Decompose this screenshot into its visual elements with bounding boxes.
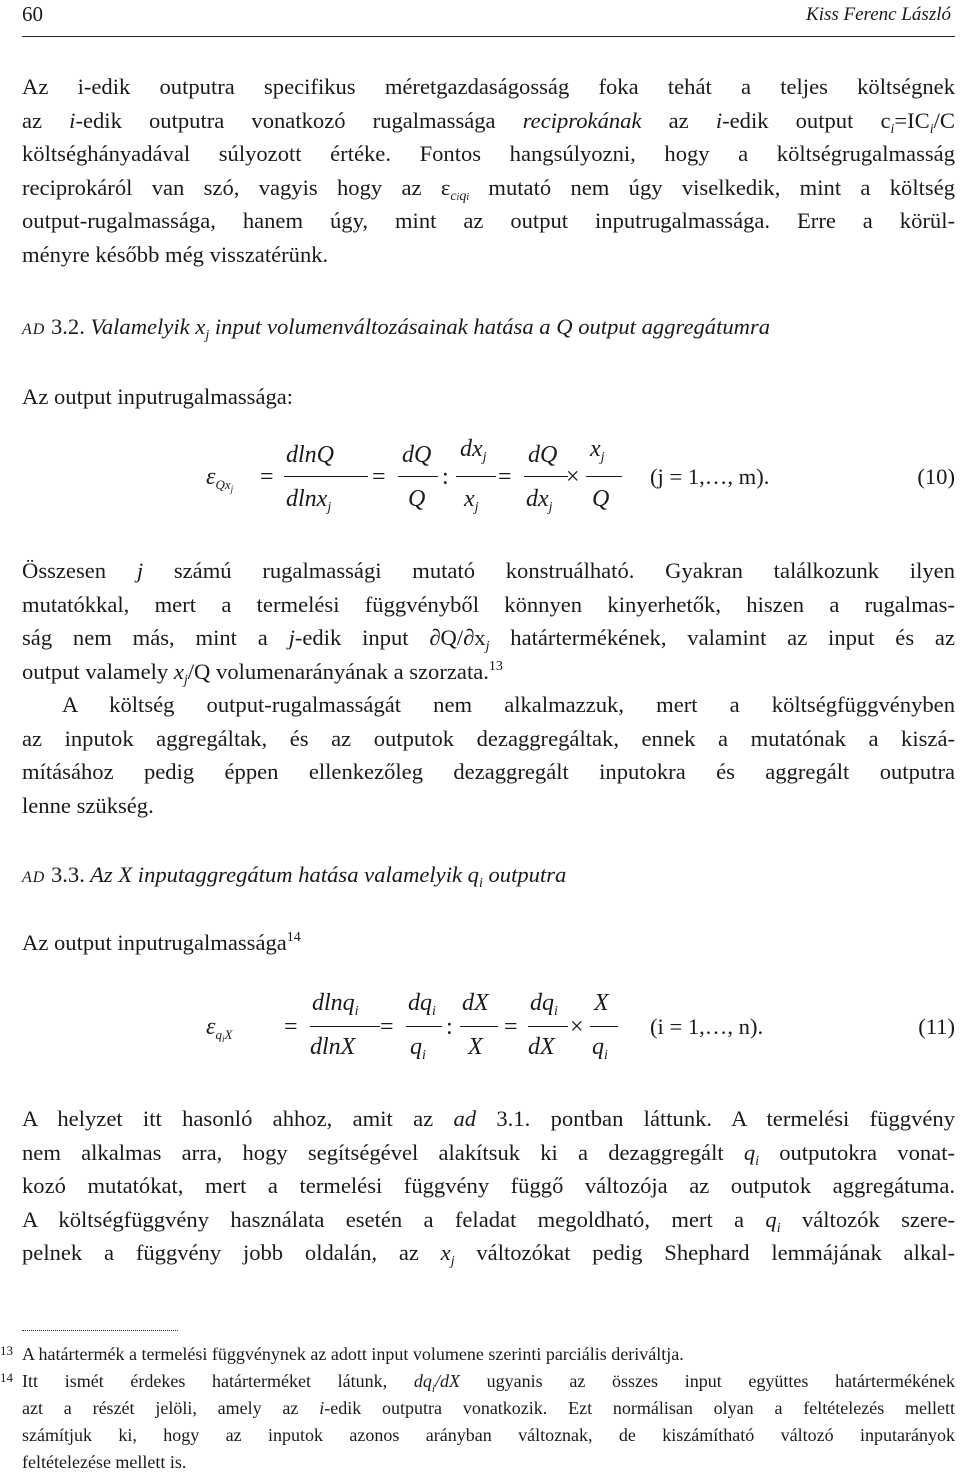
equation-11-intro (22, 926, 955, 960)
text-line: reciprokáról van szó, vagyis hogy az $\varepsilon_{ciqi}$ mutató nem úgy viselkedik, mint a költség (22, 174, 955, 204)
equation-10-intro (22, 380, 955, 414)
text-line: Az output inputrugalmassága$^{14}$ (22, 930, 301, 955)
text-line: A költség output-rugalmasságát nem alkalmazzuk, mert a költségfüggvényben (62, 692, 955, 717)
text-line: ményre később még visszatérünk. (22, 241, 329, 267)
paragraph-1 (22, 70, 955, 272)
text-line: Az output inputrugalmassága: (22, 384, 294, 409)
paragraph-2 (22, 554, 955, 688)
page-number: 60 (22, 2, 43, 26)
paragraph-4 (22, 1102, 955, 1270)
equation-11: $\varepsilon_{q_iX}$ = dlnq$_i$ dlnX = $dq_i$ $q_i$ : dX X = $dq_i$ dX × X $q_i$ (i = 1,…, n). (11) (206, 990, 955, 1063)
equation-10: $\varepsilon_{Qx_j}$ = dlnQ dlnx$_j$ = dQ Q : $dx_j$ $x_j$ = dQ $dx_j$ × $x_j$ Q (j = 1,…, m). (10) (206, 436, 955, 515)
text-line: költséghányadával súlyozott értéke. Fontos hangsúlyozni, hogy a költségrugalmasság (22, 141, 955, 167)
running-author: Kiss Ferenc László (806, 4, 951, 25)
footnote-ref-14: 14 (286, 930, 301, 945)
paragraph-3 (22, 688, 955, 822)
text-line: A költségfüggvény használata esetén a feladat megoldható, mert a $q_i$ változók szere- (22, 1206, 955, 1236)
footnote-text: feltételezése mellett is. (22, 1452, 187, 1472)
text-line: ság nem más, mint a j-edik input $\partial Q/\partial x_j$ határtermékének, valamint az input és az (22, 625, 955, 655)
footnote-14: 14 Itt ismét érdekes határterméket látunk, $dq_i/dX$ ugyanis az összes input együttes határtermékének azt a részét jelöli, amely az i-edik outputra vonatkozik. Ezt normálisan olyan a feltételezés mellett számítjuk ki, hogy az inputok azonos arányban változnak, de kiszámítható változó inputarányok feltételezése mellett is. (22, 1368, 955, 1476)
footnote-separator (22, 1330, 178, 1331)
text-line: output valamely $x_j/Q$ volumenarányának a szorzata.$^{13}$ (22, 658, 503, 688)
footnote-text: azt a részét jelöli, amely az i-edik outputra vonatkozik. Ezt normálisan olyan a feltételezés mellett (22, 1398, 955, 1418)
footnote-ref-13: 13 (488, 658, 503, 674)
text-line: output-rugalmassága, hanem úgy, mint az output inputrugalmassága. Erre a körül- (22, 208, 955, 234)
text-line: nem alkalmas arra, hogy segítségével alakítsuk ki a dezaggregált $q_i$ outputokra vonat- (22, 1139, 955, 1169)
section-heading-3-3: ad 3.3. Az X inputaggregátum hatása valamelyik $q_i$ outputra (22, 862, 567, 891)
text-line: az i-edik outputra vonatkozó rugalmassága reciprokának az i-edik output $c_i=IC_i/C$ (22, 107, 955, 137)
equation-number: (11) (918, 1014, 955, 1039)
text-line: Összesen j számú rugalmassági mutató konstruálható. Gyakran találkozunk ilyen (22, 558, 955, 583)
footnote-text: számítjuk ki, hogy az inputok azonos arányban változnak, de kiszámítható változó inputarányok (22, 1425, 955, 1445)
text-line: pelnek a függvény jobb oldalán, az $x_j$ változókat pedig Shephard lemmájának alkal- (22, 1240, 955, 1270)
text-line: Az i-edik outputra specifikus méretgazdaságosság foka tehát a teljes költségnek (22, 74, 955, 99)
text-line: mításához pedig éppen ellenkezőleg dezaggregált inputokra és aggregált outputra (22, 759, 955, 785)
text-line: kozó mutatókat, mert a termelési függvény függő változója az outputok aggregátuma. (22, 1173, 955, 1199)
text-line: az inputok aggregáltak, és az outputok dezaggregáltak, ennek a mutatónak a kiszá- (22, 725, 955, 751)
running-header (22, 0, 955, 37)
equation-number: (10) (917, 464, 955, 489)
text-line: A helyzet itt hasonló ahhoz, amit az ad 3.1. pontban láttunk. A termelési függvény (22, 1106, 955, 1131)
text-line: mutatókkal, mert a termelési függvényből könnyen kinyerhetők, hiszen a rugalmas- (22, 591, 955, 617)
section-heading-3-2: ad 3.2. Valamelyik $x_j$ input volumenváltozásainak hatása a Q output aggregátumra (22, 314, 771, 343)
footnote-text: A határtermék a termelési függvénynek az adott input volumene szerinti parciális deriváltja. (22, 1344, 684, 1364)
footnote-13: 13 A határtermék a termelési függvénynek az adott input volumene szerinti parciális deriváltja. (22, 1341, 955, 1368)
text-line: lenne szükség. (22, 792, 154, 818)
footnote-text: Itt ismét érdekes határterméket látunk, $dq_i/dX$ ugyanis az összes input együttes határtermékének (22, 1371, 955, 1395)
